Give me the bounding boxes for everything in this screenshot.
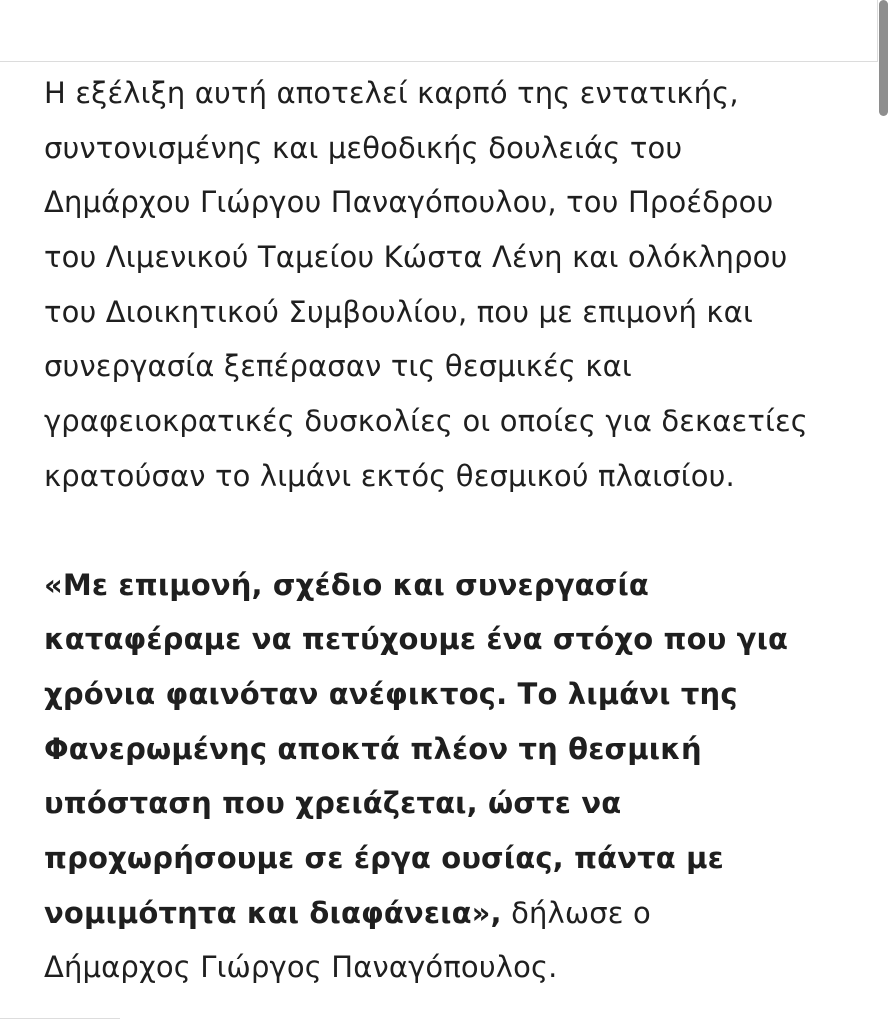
paragraph-one-line: του Διοικητικού Συμβουλίου, που με επιμονή και xyxy=(44,294,753,329)
attribution-line: Δήμαρχος Γιώργος Παναγόπουλος. xyxy=(44,950,558,985)
quote-line: προχωρήσουμε σε έργα ουσίας, πάντα με xyxy=(44,840,724,875)
paragraph-one-line: Η εξέλιξη αυτή αποτελεί καρπό της εντατικής, xyxy=(44,76,739,110)
paragraph-one-line: κρατούσαν το λιμάνι εκτός θεσμικού πλαισίου. xyxy=(44,458,735,493)
quote-line: υπόσταση που χρειάζεται, ώστε να xyxy=(44,786,622,821)
scroll-indicator[interactable] xyxy=(879,0,888,116)
attribution-tail: δήλωσε ο xyxy=(501,895,651,930)
quote-line: Φανερωμένης αποκτά πλέον τη θεσμική xyxy=(44,731,702,766)
article-body xyxy=(44,66,854,995)
quote-line: χρόνια φαινόταν ανέφικτος. Το λιμάνι της xyxy=(44,676,738,711)
quote-final-bold: νομιμότητα και διαφάνεια», xyxy=(44,895,502,930)
paragraph-one-line: του Λιμενικού Ταμείου Κώστα Λένη και ολόκληρου xyxy=(44,240,788,275)
paragraph-one-line: Δημάρχου Γιώργου Παναγόπουλου, του Προέδρου xyxy=(44,185,774,220)
paragraph-one-line: συνεργασία ξεπέρασαν τις θεσμικές και xyxy=(44,349,632,384)
quote-line: καταφέραμε να πετύχουμε ένα στόχο που για xyxy=(44,622,789,657)
top-panel xyxy=(0,0,878,62)
quote-line: «Με επιμονή, σχέδιο και συνεργασία xyxy=(44,567,649,602)
paragraph-two xyxy=(44,558,854,996)
paragraph-one-line: συντονισμένης και μεθοδικής δουλειάς του xyxy=(44,130,683,165)
paragraph-one xyxy=(44,66,854,504)
paragraph-one-line: γραφειοκρατικές δυσκολίες οι οποίες για δεκαετίες xyxy=(44,404,808,439)
quote-final-line xyxy=(44,886,854,941)
